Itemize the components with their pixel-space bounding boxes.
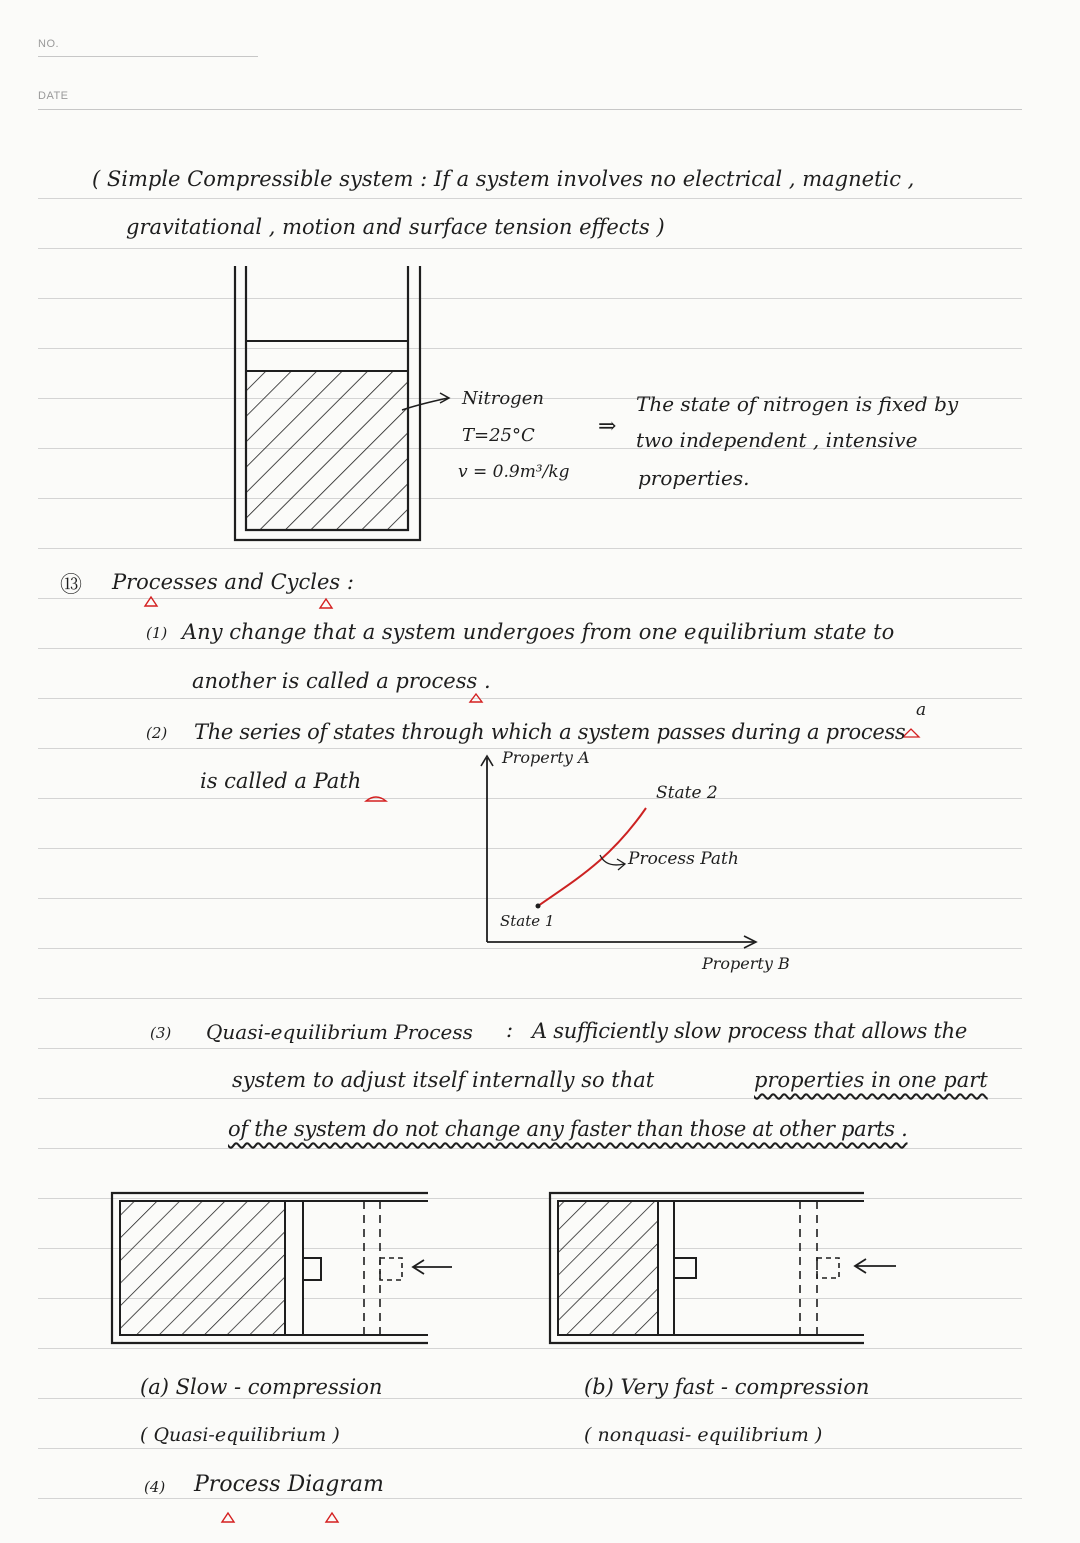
piston-rod-a (303, 1258, 321, 1280)
specific-volume-label: v = 0.9m³/kg (458, 462, 570, 482)
piston-rod-b (674, 1258, 696, 1278)
item3-line-3: of the system do not change any faster than those at other parts . (228, 1117, 908, 1141)
fast-compression-subcaption: ( nonquasi- equilibrium ) (584, 1424, 823, 1446)
nitrogen-note-line-2: two independent , intensive (636, 428, 918, 452)
item3-line-1: A sufficiently slow process that allows the (532, 1019, 967, 1043)
item1-number: (1) (146, 624, 168, 642)
x-axis-label: Property B (702, 954, 790, 973)
nitrogen-note-line-1: The state of nitrogen is fixed by (636, 392, 959, 416)
item2-number: (2) (146, 724, 168, 742)
item3-line-2b: properties in one part (754, 1068, 988, 1092)
slow-compression-caption: (a) Slow - compression (140, 1375, 383, 1399)
nitrogen-label: Nitrogen (462, 388, 544, 409)
item3-number: (3) (150, 1024, 172, 1042)
nitrogen-note-line-3: properties. (638, 466, 750, 490)
item3-term: Quasi-equilibrium Process (206, 1020, 473, 1044)
intro-line-2: gravitational , motion and surface tension effects ) (126, 215, 665, 239)
state-2-label: State 2 (656, 783, 718, 803)
slow-compression-subcaption: ( Quasi-equilibrium ) (140, 1424, 340, 1446)
piston-a (285, 1201, 303, 1335)
section-title: Processes and Cycles : (112, 570, 354, 594)
piston-b (658, 1201, 674, 1335)
fast-compression-cylinder (550, 1193, 896, 1343)
item2-line-2: is called a Path (200, 769, 362, 793)
date-label: DATE (38, 90, 69, 102)
no-label: NO. (38, 38, 60, 50)
temperature-label: T=25°C (462, 425, 535, 446)
y-axis-label: Property A (502, 748, 590, 767)
item2-line-1: The series of states through which a system passes during a process (194, 720, 906, 744)
state-1-label: State 1 (500, 912, 555, 930)
item2-inserted-word: a (916, 700, 927, 720)
section-number: ⑬ (60, 573, 83, 598)
item4-title: Process Diagram (194, 1472, 384, 1497)
item4-number: (4) (144, 1478, 166, 1496)
process-path-label: Process Path (628, 849, 739, 869)
implies-arrow: ⇒ (598, 414, 617, 439)
item3-colon: : (506, 1018, 514, 1042)
item1-line-2: another is called a process . (192, 669, 491, 693)
fast-compression-caption: (b) Very fast - compression (584, 1375, 870, 1399)
intro-line-1: ( Simple Compressible system : If a system involves no electrical , magnetic , (92, 167, 915, 191)
slow-compression-cylinder (112, 1193, 452, 1343)
item1-line-1: Any change that a system undergoes from one equilibrium state to (182, 620, 895, 644)
item3-line-2a: system to adjust itself internally so that (232, 1068, 655, 1092)
